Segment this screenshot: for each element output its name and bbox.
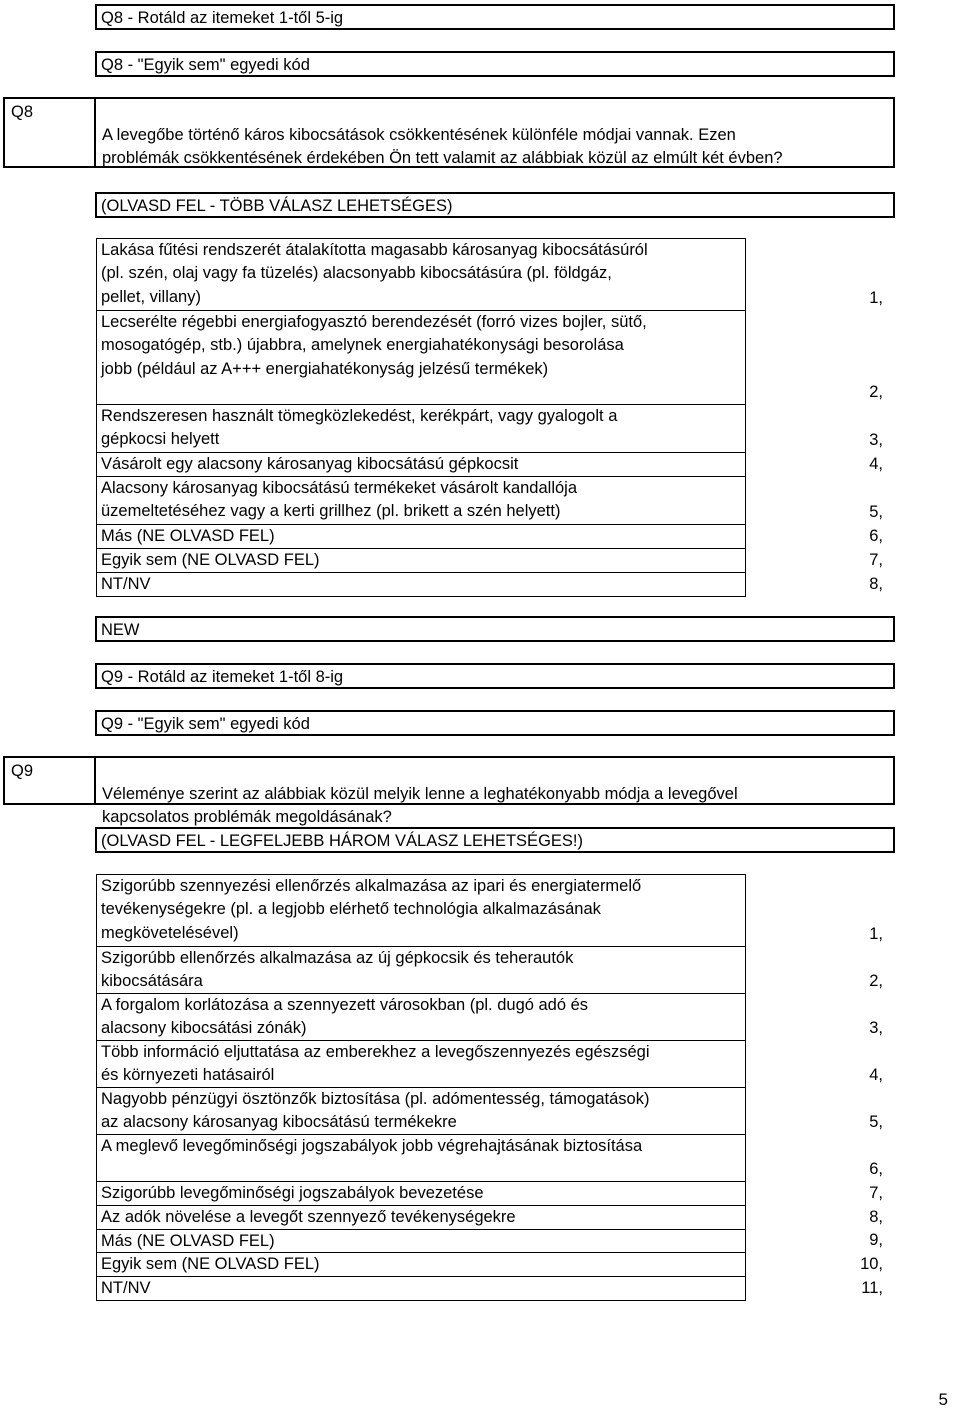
q8-question-box [94, 97, 895, 168]
q8-option-3[interactable] [97, 404, 883, 452]
option-code: 5, [869, 1112, 883, 1131]
option-text: Nagyobb pénzügyi ösztönzők biztosítása (pl. adómentesség, támogatások) az alacsony károsanyag kibocsátású termékekre [101, 1090, 650, 1132]
q8-option-8[interactable] [97, 572, 883, 596]
q9-option-1[interactable] [97, 875, 883, 946]
q8-option-4[interactable] [97, 452, 883, 476]
option-code: 11, [861, 1278, 883, 1297]
option-code: 7, [869, 550, 883, 569]
option-text: Lecserélte régebbi energiafogyasztó berendezését (forró vizes bojler, sütő, mosogatógép, stb.) újabbra, amelynek energiahatékonysági besorolása jobb (például az A+++ energiahatékonyság jelzésű termékek) [101, 313, 647, 378]
q9-option-4[interactable] [97, 1040, 883, 1087]
option-text: Alacsony károsanyag kibocsátású termékeket vásárolt kandallója üzemeltetéséhez vagy a kerti grillhez (pl. brikett a szén helyett) [101, 479, 578, 521]
q9-option-8[interactable] [97, 1205, 883, 1229]
option-code: 3, [869, 1018, 883, 1037]
option-text: Több információ eljuttatása az emberekhez a levegőszennyezés egészségi és környezeti hatásairól [101, 1043, 650, 1085]
option-code: 7, [869, 1183, 883, 1202]
option-text: Szigorúbb levegőminőségi jogszabályok bevezetése [101, 1184, 484, 1202]
option-code: 8, [869, 1207, 883, 1226]
q9-option-3[interactable] [97, 993, 883, 1040]
option-text: Más (NE OLVASD FEL) [101, 1232, 275, 1250]
option-code: 4, [869, 1065, 883, 1084]
q8-instruction: (OLVASD FEL - TÖBB VÁLASZ LEHETSÉGES) [95, 192, 895, 218]
option-text: NT/NV [101, 575, 151, 593]
q9-id-box [3, 756, 96, 805]
option-text: Egyik sem (NE OLVASD FEL) [101, 1255, 320, 1273]
q9-option-11[interactable] [97, 1276, 883, 1300]
q8-id-box [3, 97, 96, 168]
option-code: 3, [869, 430, 883, 449]
option-code: 1, [869, 924, 883, 943]
q8-option-6[interactable] [97, 524, 883, 548]
option-text: Lakása fűtési rendszerét átalakította magasabb károsanyag kibocsátásúról (pl. szén, olaj vagy fa tüzelés) alacsonyabb kibocsátásúra (pl. földgáz, pellet, villany) [101, 241, 648, 306]
option-text: Más (NE OLVASD FEL) [101, 527, 275, 545]
q9-rotate-note: Q9 - Rotáld az itemeket 1-től 8-ig [95, 663, 895, 689]
page-number: 5 [938, 1390, 948, 1409]
option-code: 8, [869, 574, 883, 593]
option-code: 6, [869, 526, 883, 545]
option-text: Egyik sem (NE OLVASD FEL) [101, 551, 320, 569]
option-text: Rendszeresen használt tömegközlekedést, kerékpárt, vagy gyalogolt a gépkocsi helyett [101, 407, 618, 449]
option-code: 4, [869, 454, 883, 473]
q8-option-1[interactable] [97, 239, 883, 310]
q9-option-2[interactable] [97, 946, 883, 993]
option-text: A meglevő levegőminőségi jogszabályok jobb végrehajtásának biztosítása [101, 1137, 643, 1155]
option-code: 2, [869, 382, 883, 401]
option-text: Szigorúbb ellenőrzés alkalmazása az új gépkocsik és teherautók kibocsátására [101, 949, 574, 991]
q8-option-7[interactable] [97, 548, 883, 572]
q9-options-list [96, 874, 883, 1301]
option-code: 2, [869, 971, 883, 990]
q9-question-box [94, 756, 895, 826]
q9-id: Q9 [11, 762, 34, 780]
q9-question: Véleménye szerint az alábbiak közül melyik lenne a leghatékonyabb módja a levegővel kapcsolatos problémák megoldásának? [102, 785, 738, 826]
q8-id: Q8 [11, 103, 34, 121]
option-code: 10, [860, 1254, 883, 1273]
q9-option-7[interactable] [97, 1181, 883, 1205]
q8-rotate-note: Q8 - Rotáld az itemeket 1-től 5-ig [95, 4, 895, 30]
q8-question: A levegőbe történő káros kibocsátások csökkentésének különféle módjai vannak. Ezen problémák csökkentésének érdekében Ön tett valamit az alábbiak közül az elmúlt két évben? [102, 126, 783, 167]
q8-option-5[interactable] [97, 476, 883, 524]
q8-option-2[interactable] [97, 310, 883, 404]
q8-options-list [96, 238, 883, 597]
option-text: NT/NV [101, 1279, 151, 1297]
q9-option-10[interactable] [97, 1252, 883, 1276]
option-code: 6, [869, 1159, 883, 1178]
option-text: Az adók növelése a levegőt szennyező tevékenységekre [101, 1208, 516, 1226]
q9-option-5[interactable] [97, 1087, 883, 1134]
option-code: 1, [869, 288, 883, 307]
option-code: 9, [869, 1230, 883, 1249]
q9-option-9[interactable] [97, 1229, 883, 1252]
q9-instruction: (OLVASD FEL - LEGFELJEBB HÁROM VÁLASZ LEHETSÉGES!) [95, 827, 895, 853]
q8-none-code-note: Q8 - "Egyik sem" egyedi kód [95, 51, 895, 77]
q9-option-6[interactable] [97, 1134, 883, 1181]
option-text: Vásárolt egy alacsony károsanyag kibocsátású gépkocsit [101, 455, 519, 473]
new-label: NEW [95, 616, 895, 642]
q9-none-code-note: Q9 - "Egyik sem" egyedi kód [95, 710, 895, 736]
option-text: Szigorúbb szennyezési ellenőrzés alkalmazása az ipari és energiatermelő tevékenységekre (pl. a legjobb elérhető technológia alkalmazásának megkövetelésével) [101, 877, 642, 942]
option-text: A forgalom korlátozása a szennyezett városokban (pl. dugó adó és alacsony kibocsátási zónák) [101, 996, 589, 1038]
option-code: 5, [869, 502, 883, 521]
